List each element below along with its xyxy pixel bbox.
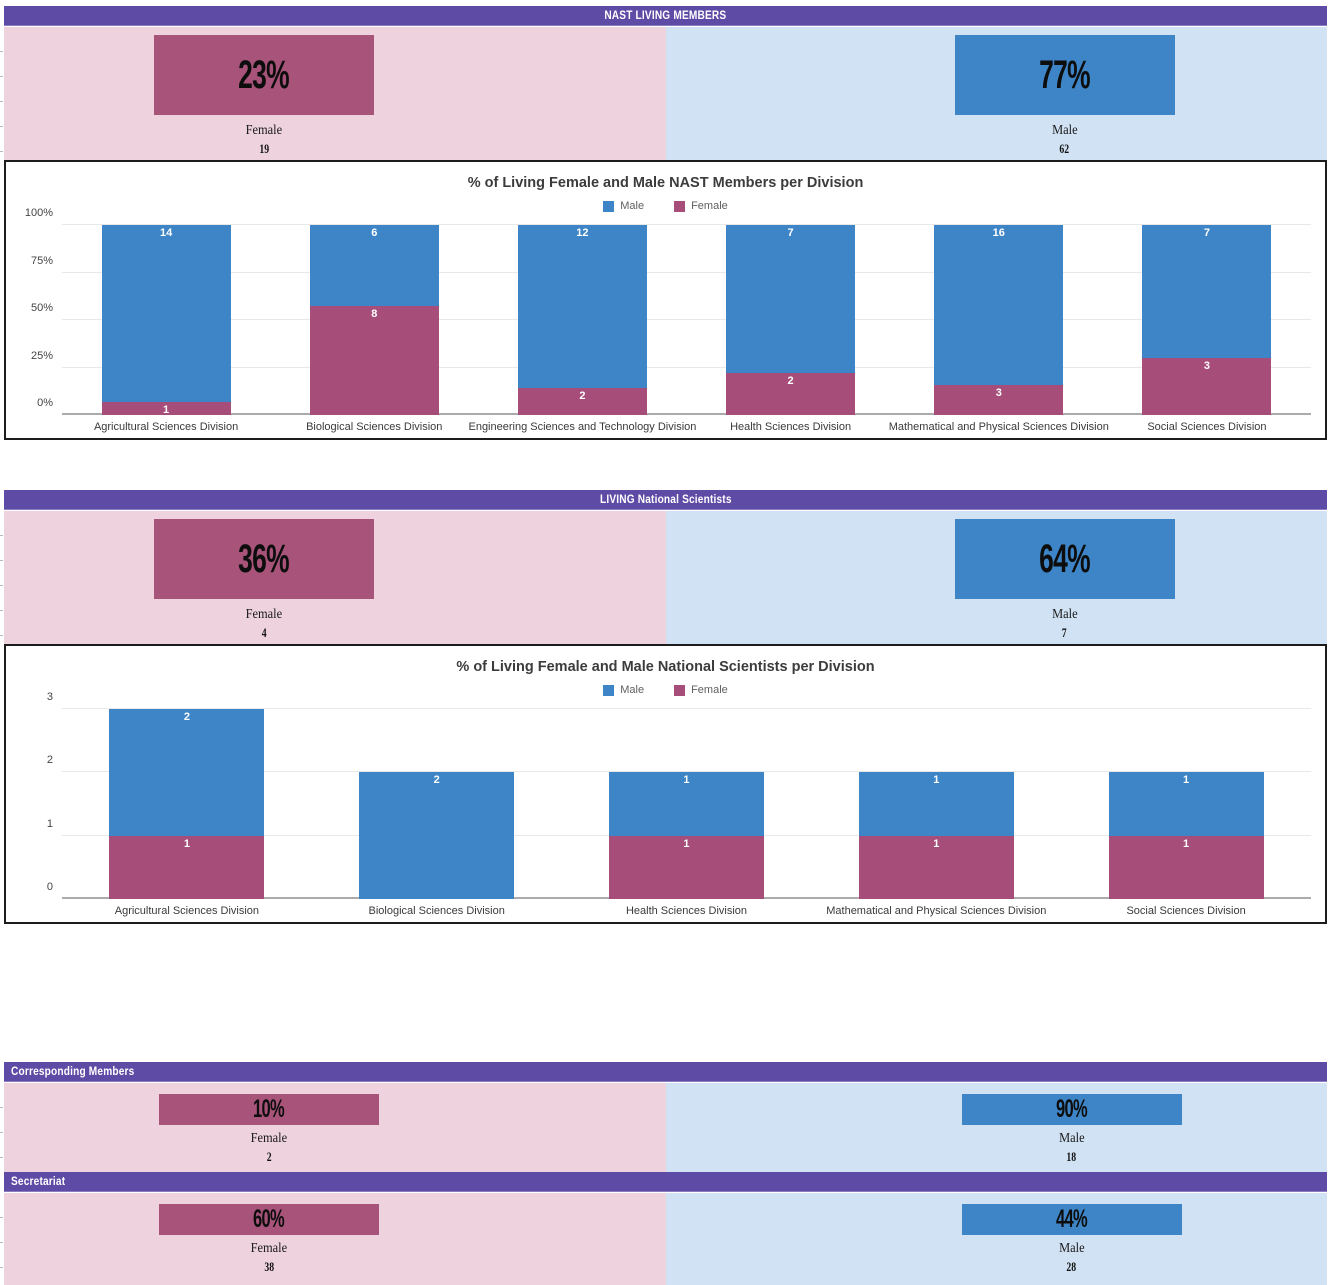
legend-item-female[interactable] — [674, 200, 728, 212]
female-percentage: 23% — [238, 52, 290, 97]
kpi-row-corresponding-members — [4, 1083, 1327, 1172]
female-label: Female — [250, 1240, 288, 1255]
legend-item-female[interactable] — [674, 684, 728, 696]
female-panel — [4, 1193, 666, 1285]
female-percentage: 60% — [253, 1205, 285, 1233]
male-panel — [666, 27, 1328, 160]
male-percentage-box — [962, 1204, 1182, 1235]
y-axis-tick: 0 — [46, 881, 53, 893]
x-axis-label: Mathematical and Physical Sciences Division — [826, 905, 1047, 917]
legend-swatch-icon — [603, 201, 614, 212]
bar-value-label: 2 — [579, 389, 586, 402]
male-kpi-group — [962, 1193, 1182, 1275]
chart-legend — [6, 683, 1325, 697]
section-gap — [4, 440, 1327, 490]
legend-label: Female — [691, 684, 728, 696]
male-percentage-box — [962, 1094, 1182, 1125]
female-panel — [4, 1083, 666, 1172]
female-label: Female — [250, 1130, 288, 1145]
male-count: 62 — [1059, 142, 1070, 156]
chart-legend — [6, 199, 1325, 213]
section-gap — [4, 924, 1327, 1062]
bar-segment-female[interactable] — [310, 306, 439, 415]
bar-segment-female[interactable] — [726, 373, 855, 415]
female-count: 4 — [261, 626, 267, 640]
bar-segment-female[interactable] — [1142, 358, 1271, 415]
female-kpi-group — [154, 27, 374, 157]
y-axis-tick: 1 — [46, 817, 53, 830]
bar-slot — [62, 225, 270, 433]
female-kpi-group — [159, 1193, 379, 1275]
male-count: 18 — [1066, 1150, 1077, 1164]
chart-plot-area — [46, 691, 1311, 917]
bar-slot — [62, 709, 312, 917]
female-percentage-box — [159, 1204, 379, 1235]
female-kpi-group — [159, 1083, 379, 1165]
female-panel — [4, 27, 666, 160]
bar-value-label: 1 — [683, 774, 690, 787]
x-axis-label: Engineering Sciences and Technology Division — [468, 421, 697, 433]
male-label: Male — [1058, 1240, 1085, 1255]
kpi-row-nast-living-members — [4, 27, 1327, 160]
bar-slot — [1061, 709, 1311, 917]
male-kpi-group — [955, 511, 1175, 641]
bar-value-label: 1 — [183, 837, 190, 850]
male-panel — [666, 1193, 1328, 1285]
legend-label: Male — [620, 200, 645, 212]
male-percentage: 90% — [1055, 1095, 1088, 1123]
male-label: Male — [1051, 122, 1078, 137]
bar-segment-female[interactable] — [102, 402, 231, 415]
chart-nast-members-per-division — [4, 160, 1327, 440]
bar-segment-male[interactable] — [102, 225, 231, 402]
bar-value-label: 1 — [933, 837, 940, 850]
male-percentage: 44% — [1055, 1205, 1088, 1233]
bar-slot — [270, 225, 478, 433]
male-panel — [666, 511, 1328, 644]
male-kpi-group — [962, 1083, 1182, 1165]
bar-value-label: 2 — [787, 374, 794, 387]
x-axis-label: Mathematical and Physical Sciences Division — [888, 421, 1109, 433]
male-count: 7 — [1062, 626, 1067, 640]
chart-title: % of Living Female and Male National Scientists per Division — [456, 659, 875, 675]
bar-value-label: 1 — [1183, 774, 1190, 787]
female-kpi-group — [154, 511, 374, 641]
male-kpi-group — [955, 27, 1175, 157]
bar-segment-female[interactable] — [518, 388, 647, 415]
bar-slot — [888, 225, 1109, 433]
bar-segment-male[interactable] — [109, 709, 264, 836]
x-axis-label: Agricultural Sciences Division — [114, 905, 260, 917]
legend-swatch-icon — [674, 685, 685, 696]
bar-slot — [312, 709, 562, 917]
bar-slot — [1103, 225, 1311, 433]
bar-value-label: 6 — [371, 227, 378, 240]
bar-value-label: 3 — [1203, 360, 1210, 372]
x-axis-label: Agricultural Sciences Division — [93, 421, 239, 433]
kpi-row-living-national-scientists — [4, 511, 1327, 644]
bar-value-label: 8 — [371, 308, 378, 321]
bar-value-label: 7 — [1203, 227, 1210, 239]
y-axis-tick: 0% — [37, 397, 53, 409]
x-axis-label: Biological Sciences Division — [368, 905, 505, 917]
bar-segment-female[interactable] — [934, 385, 1063, 415]
female-percentage-box — [154, 35, 374, 115]
female-count: 38 — [264, 1260, 274, 1274]
chart-title: % of Living Female and Male NAST Members per Division — [467, 175, 864, 191]
bar-slots — [62, 709, 1311, 917]
chart-national-scientists-per-division — [4, 644, 1327, 924]
bar-segment-female[interactable] — [109, 836, 264, 899]
male-label: Male — [1058, 1130, 1085, 1145]
legend-swatch-icon — [674, 201, 685, 212]
legend-item-male[interactable] — [603, 200, 644, 212]
male-percentage-box — [955, 519, 1175, 599]
y-axis-tick: 100% — [24, 207, 53, 219]
female-label: Female — [245, 606, 283, 621]
bar-segment-male[interactable] — [1109, 772, 1264, 835]
male-panel — [666, 1083, 1328, 1172]
female-percentage: 36% — [238, 536, 290, 581]
bar-segment-male[interactable] — [518, 225, 647, 388]
legend-label: Male — [620, 684, 645, 696]
bar-segment-male[interactable] — [609, 772, 764, 835]
bar-value-label: 2 — [433, 774, 440, 787]
bar-segment-male[interactable] — [934, 225, 1063, 385]
bar-segment-female[interactable] — [859, 836, 1014, 899]
bar-value-label: 7 — [787, 227, 794, 240]
legend-label: Female — [691, 200, 728, 212]
bar-slot — [811, 709, 1061, 917]
bar-segment-female[interactable] — [609, 836, 764, 899]
legend-item-male[interactable] — [603, 684, 644, 696]
bar-value-label: 2 — [183, 711, 190, 724]
bar-segment-male[interactable] — [1142, 225, 1271, 358]
legend-swatch-icon — [603, 685, 614, 696]
female-label: Female — [245, 122, 283, 137]
bar-segment-male[interactable] — [859, 772, 1014, 835]
y-axis-tick: 50% — [30, 302, 53, 314]
bar-segment-female[interactable] — [1109, 836, 1264, 899]
section-title: Corresponding Members — [11, 1065, 135, 1078]
section-header-living-national-scientists — [4, 490, 1327, 510]
bar-segment-male[interactable] — [359, 772, 514, 899]
section-title: NAST LIVING MEMBERS — [604, 9, 727, 22]
female-percentage-box — [159, 1094, 379, 1125]
bar-value-label: 14 — [159, 227, 173, 240]
male-count: 28 — [1066, 1260, 1077, 1274]
section-header-secretariat — [4, 1172, 1327, 1192]
bar-value-label: 1 — [933, 774, 940, 787]
male-percentage: 64% — [1039, 536, 1090, 581]
bar-slots — [62, 225, 1311, 433]
kpi-row-secretariat — [4, 1193, 1327, 1285]
male-label: Male — [1051, 606, 1078, 621]
female-panel — [4, 511, 666, 644]
bar-slot — [687, 225, 895, 433]
bar-value-label: 1 — [683, 837, 690, 850]
x-axis-label: Health Sciences Division — [625, 905, 748, 917]
male-percentage-box — [955, 35, 1175, 115]
y-axis-tick: 75% — [30, 254, 53, 267]
section-title: Secretariat — [11, 1175, 66, 1188]
bar-slot — [562, 709, 812, 917]
bar-segment-male[interactable] — [726, 225, 855, 373]
x-axis-label: Biological Sciences Division — [306, 421, 443, 433]
bar-value-label: 1 — [163, 404, 170, 417]
chart-plot-area — [24, 207, 1311, 433]
female-percentage-box — [154, 519, 374, 599]
section-header-nast-living-members — [4, 6, 1327, 26]
female-count: 19 — [259, 142, 269, 156]
male-percentage: 77% — [1039, 52, 1090, 97]
y-axis-tick: 25% — [30, 349, 53, 362]
y-axis-tick: 2 — [46, 754, 53, 767]
bar-segment-male[interactable] — [310, 225, 439, 306]
x-axis-label: Social Sciences Division — [1147, 421, 1267, 433]
female-percentage: 10% — [253, 1095, 285, 1123]
section-title: LIVING National Scientists — [599, 493, 732, 506]
female-count: 2 — [266, 1150, 272, 1164]
x-axis-label: Health Sciences Division — [730, 421, 852, 433]
bar-value-label: 12 — [576, 227, 589, 240]
bar-slot — [468, 225, 697, 433]
bar-value-label: 3 — [995, 387, 1002, 399]
bar-value-label: 1 — [1183, 837, 1190, 850]
x-axis-label: Social Sciences Division — [1126, 905, 1246, 917]
bar-value-label: 16 — [992, 227, 1005, 239]
section-header-corresponding-members — [4, 1062, 1327, 1082]
y-axis-tick: 3 — [46, 691, 53, 703]
